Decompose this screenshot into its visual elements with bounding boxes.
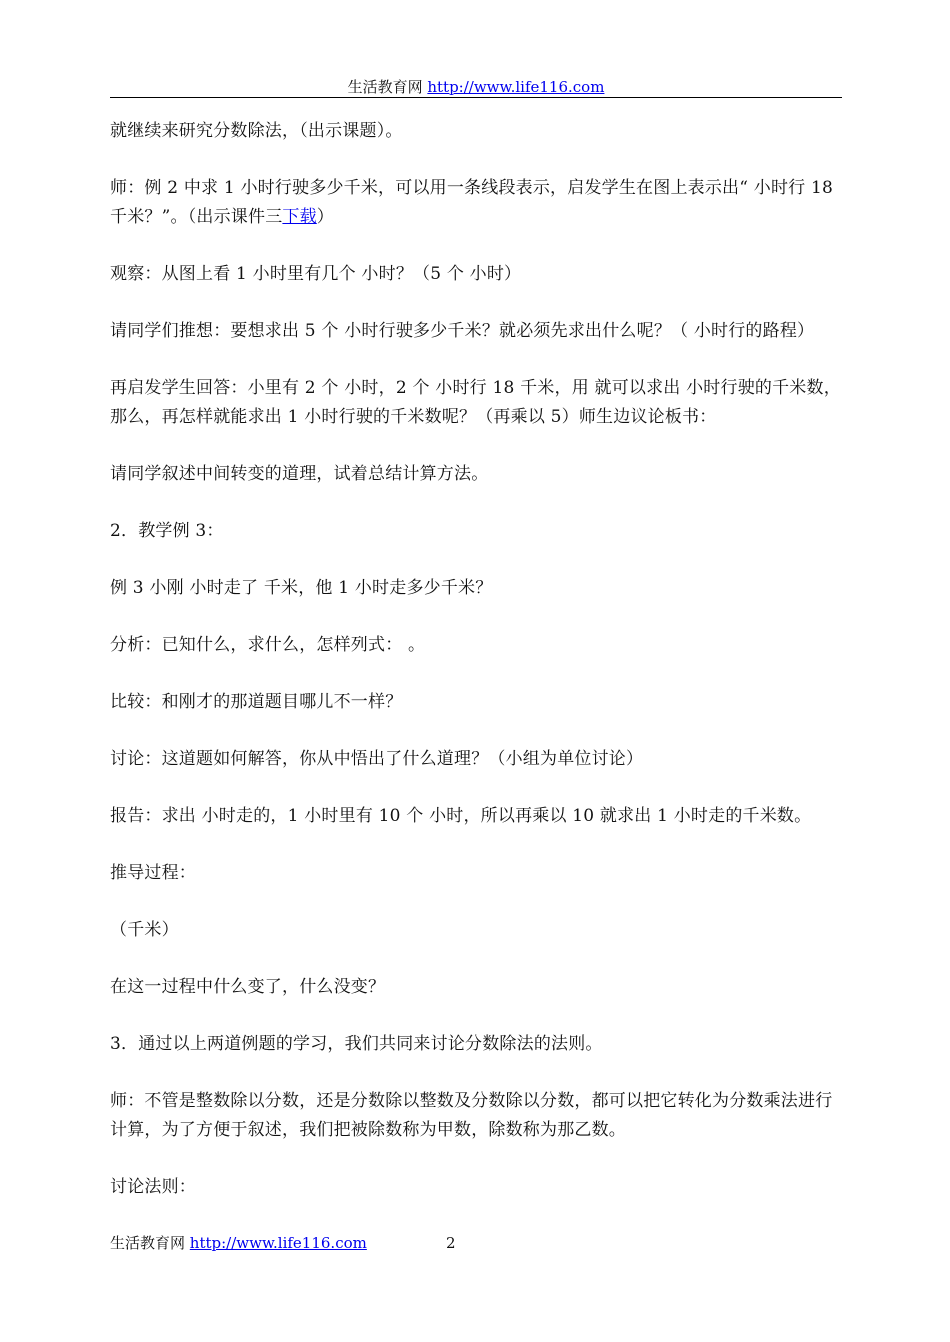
paragraph-4: 请同学们推想：要想求出 5 个 小时行驶多少千米？就必须先求出什么呢？（ 小时行的路程） bbox=[110, 321, 815, 341]
page-header bbox=[110, 76, 842, 98]
paragraph-9: 分析：已知什么，求什么，怎样列式： 。 bbox=[110, 635, 426, 655]
paragraph-15: 在这一过程中什么变了，什么没变？ bbox=[110, 977, 386, 997]
paragraph-7: 2．教学例 3： bbox=[110, 521, 224, 541]
page-footer bbox=[110, 1232, 842, 1254]
header-site-name: 生活教育网 bbox=[347, 78, 423, 96]
page-number: 2 bbox=[446, 1234, 456, 1252]
download-link[interactable]: 下载 bbox=[282, 207, 317, 227]
paragraph-12: 报告：求出 小时走的，1 小时里有 10 个 小时，所以再乘以 10 就求出 1 小时走的千米数。 bbox=[110, 806, 812, 826]
paragraph-5: 再启发学生回答：小里有 2 个 小时，2 个 小时行 18 千米，用 就可以求出 小时行驶的千米数，那么，再怎样就能求出 1 小时行驶的千米数呢？（再乘以 5）师生边议论板书： bbox=[110, 378, 841, 427]
paragraph-16: 3．通过以上两道例题的学习，我们共同来讨论分数除法的法则。 bbox=[110, 1034, 603, 1054]
document-body bbox=[110, 117, 842, 1230]
footer-site-name: 生活教育网 bbox=[110, 1234, 186, 1252]
paragraph-2: 师：例 2 中求 1 小时行驶多少千米，可以用一条线段表示，启发学生在图上表示出“ 小时行 18 千米？”。（出示课件三下载） bbox=[110, 178, 833, 227]
paragraph-13: 推导过程： bbox=[110, 863, 196, 883]
paragraph-6: 请同学叙述中间转变的道理，试着总结计算方法。 bbox=[110, 464, 489, 484]
paragraph-1: 就继续来研究分数除法，（出示课题）。 bbox=[110, 121, 403, 141]
paragraph-11: 讨论：这道题如何解答，你从中悟出了什么道理？（小组为单位讨论） bbox=[110, 749, 644, 769]
paragraph-3: 观察：从图上看 1 小时里有几个 小时？（5 个 小时） bbox=[110, 264, 522, 284]
paragraph-14: （千米） bbox=[110, 920, 179, 940]
footer-site-link[interactable]: http://www.life116.com bbox=[189, 1234, 367, 1252]
header-divider bbox=[110, 97, 842, 98]
paragraph-8: 例 3 小刚 小时走了 千米，他 1 小时走多少千米？ bbox=[110, 578, 493, 598]
paragraph-10: 比较：和刚才的那道题目哪儿不一样？ bbox=[110, 692, 403, 712]
header-site-link[interactable]: http://www.life116.com bbox=[427, 78, 605, 96]
paragraph-18: 讨论法则： bbox=[110, 1177, 196, 1197]
paragraph-17: 师：不管是整数除以分数，还是分数除以整数及分数除以分数，都可以把它转化为分数乘法进行计算，为了方便于叙述，我们把被除数称为甲数，除数称为那乙数。 bbox=[110, 1091, 833, 1140]
